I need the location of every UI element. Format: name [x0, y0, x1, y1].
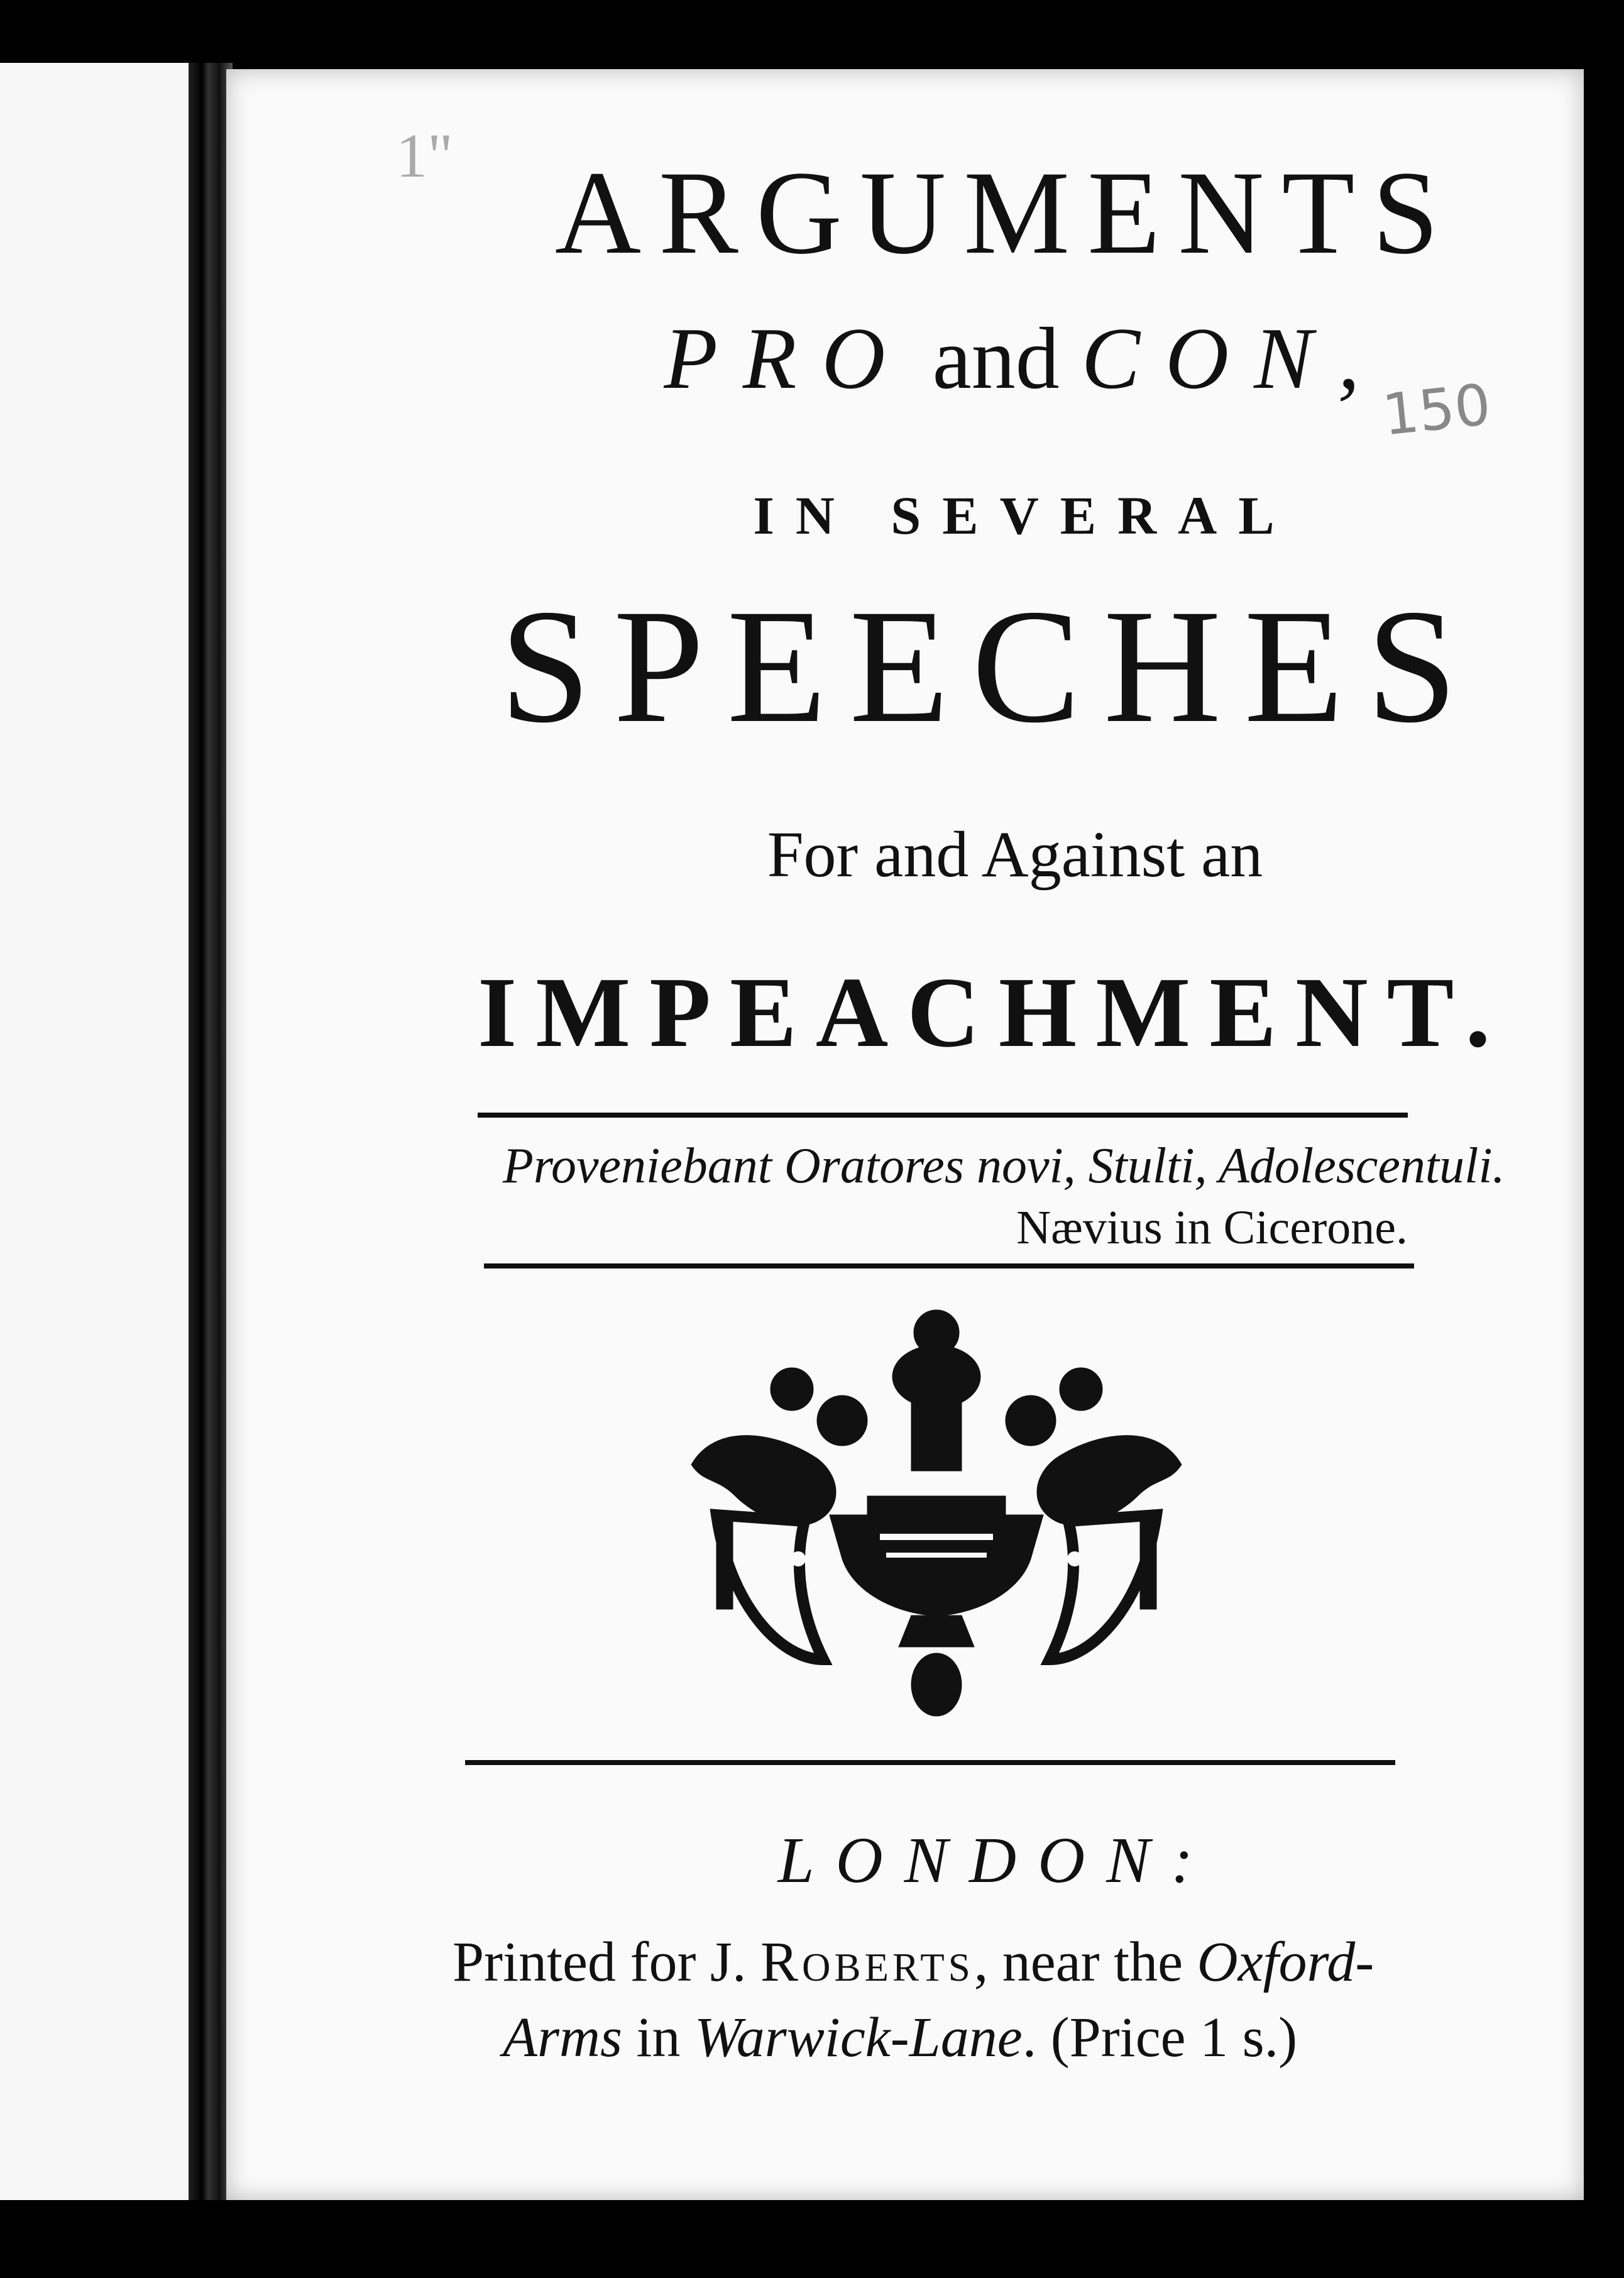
title-pro: PRO [664, 310, 911, 407]
divider-rule [478, 1113, 1408, 1118]
imprint-price: . (Price 1 s.) [1022, 2006, 1298, 2069]
imprint-printer-line [453, 1930, 1374, 1995]
motto-quote: Proveniebant Oratores novi, Stulti, Adolescentuli. [503, 1138, 1505, 1194]
imprint-address-line [503, 2005, 1297, 2070]
floral-urn-ornament-icon [679, 1307, 1194, 1722]
imprint-printer-name: Roberts [760, 1931, 974, 1993]
title-in-several: IN SEVERAL [753, 485, 1296, 546]
divider-rule [484, 1263, 1414, 1268]
imprint-printed-for: Printed for J. [453, 1931, 747, 1993]
motto-source: Nævius in Cicerone. [1016, 1201, 1408, 1254]
title-impeachment: IMPEACHMENT. [478, 956, 1510, 1068]
divider-rule [465, 1760, 1395, 1765]
title-and: and [932, 310, 1060, 407]
imprint-oxford: Oxford- [1197, 1931, 1374, 1993]
title-for-and-against: For and Against an [767, 818, 1263, 891]
margin-number: 150 [1379, 371, 1494, 449]
title-speeches: SPEECHES [500, 576, 1480, 757]
title-page [226, 69, 1584, 2200]
imprint-near-the: , near the [974, 1931, 1183, 1993]
title-pro-and-con [540, 308, 1508, 409]
imprint-arms: Arms [503, 2006, 623, 2069]
pencil-annotation: 1" [396, 121, 453, 190]
imprint-warwick-lane: Warwick-Lane [694, 2006, 1023, 2069]
imprint-city: LONDON: [777, 1824, 1215, 1896]
title-arguments: ARGUMENTS [554, 147, 1457, 279]
title-con: CON, [1081, 310, 1385, 407]
facing-page [0, 63, 200, 2200]
imprint-in: in [636, 2006, 681, 2069]
